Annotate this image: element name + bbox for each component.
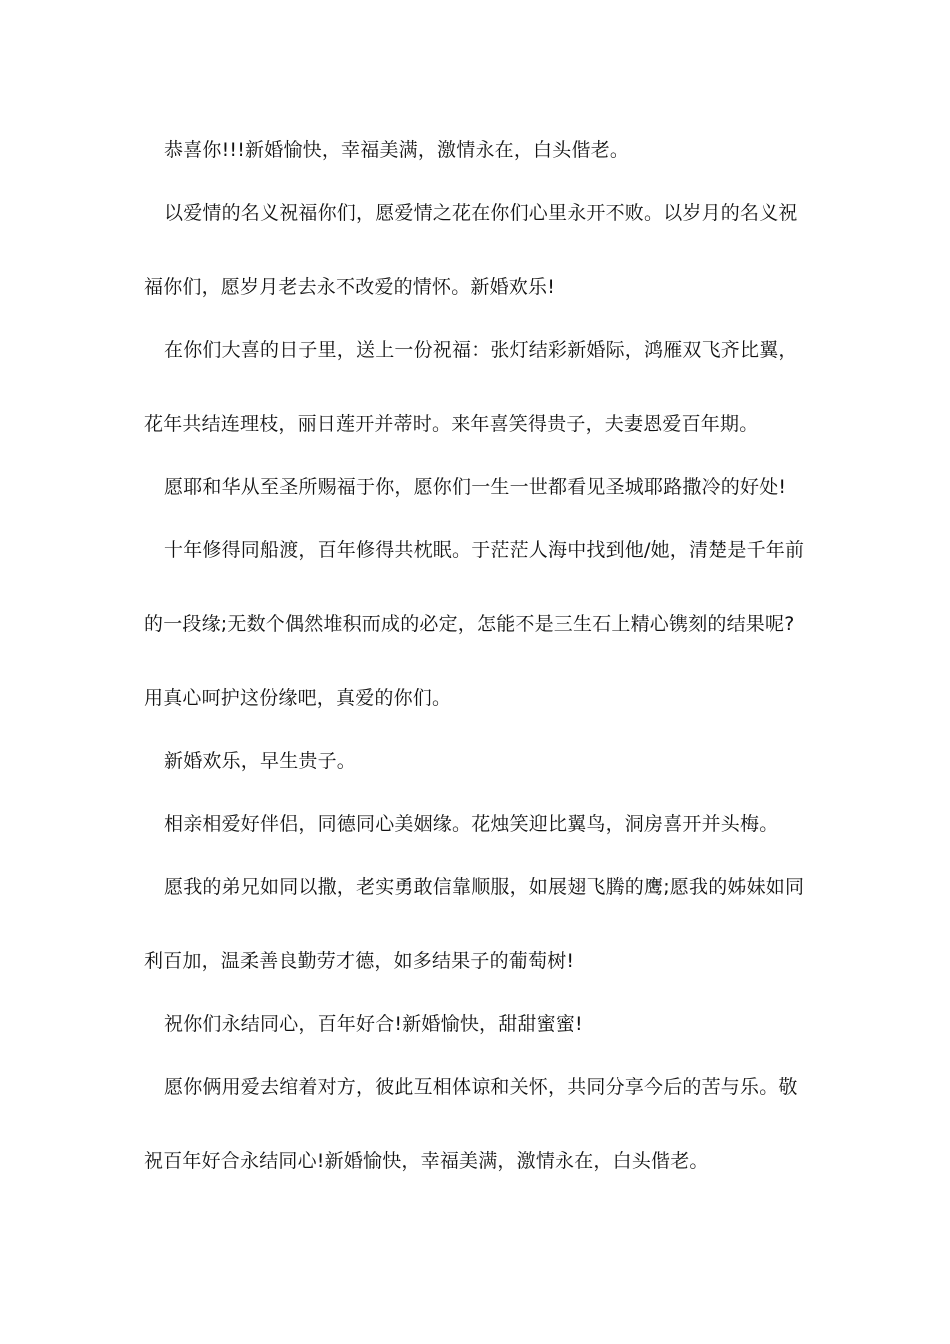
paragraph-line: 利百加，温柔善良勤劳才德，如多结果子的葡萄树! <box>144 950 575 972</box>
paragraph-line: 用真心呵护这份缘吧，真爱的你们。 <box>144 687 452 709</box>
paragraph-line: 的一段缘;无数个偶然堆积而成的必定，怎能不是三生石上精心镌刻的结果呢? <box>144 613 795 635</box>
paragraph-line: 新婚欢乐，早生贵子。 <box>164 750 357 772</box>
paragraph-line: 愿你俩用爱去绾着对方，彼此互相体谅和关怀，共同分享今后的苦与乐。敬 <box>164 1076 798 1098</box>
paragraph-line: 以爱情的名义祝福你们，愿爱情之花在你们心里永开不败。以岁月的名义祝 <box>164 202 798 224</box>
paragraph-line: 相亲相爱好伴侣，同德同心美姻缘。花烛笑迎比翼鸟，洞房喜开并头梅。 <box>164 813 779 835</box>
paragraph-line: 祝你们永结同心，百年好合!新婚愉快，甜甜蜜蜜! <box>164 1013 583 1035</box>
paragraph-line: 愿耶和华从至圣所赐福于你，愿你们一生一世都看见圣城耶路撒冷的好处! <box>164 476 787 498</box>
paragraph-line: 愿我的弟兄如同以撒，老实勇敢信靠顺服，如展翅飞腾的鹰;愿我的姊妹如同 <box>164 876 805 898</box>
paragraph-line: 祝百年好合永结同心!新婚愉快，幸福美满，激情永在，白头偕老。 <box>144 1150 709 1172</box>
paragraph-line: 在你们大喜的日子里，送上一份祝福：张灯结彩新婚际，鸿雁双飞齐比翼， <box>164 339 798 361</box>
paragraph-line: 花年共结连理枝，丽日莲开并蒂时。来年喜笑得贵子，夫妻恩爱百年期。 <box>144 413 759 435</box>
paragraph-line: 十年修得同船渡，百年修得共枕眠。于茫茫人海中找到他/她，清楚是千年前 <box>164 539 805 561</box>
paragraph-line: 恭喜你!!!新婚愉快，幸福美满，激情永在，白头偕老。 <box>164 139 630 161</box>
paragraph-line: 福你们，愿岁月老去永不改爱的情怀。新婚欢乐! <box>144 276 556 298</box>
